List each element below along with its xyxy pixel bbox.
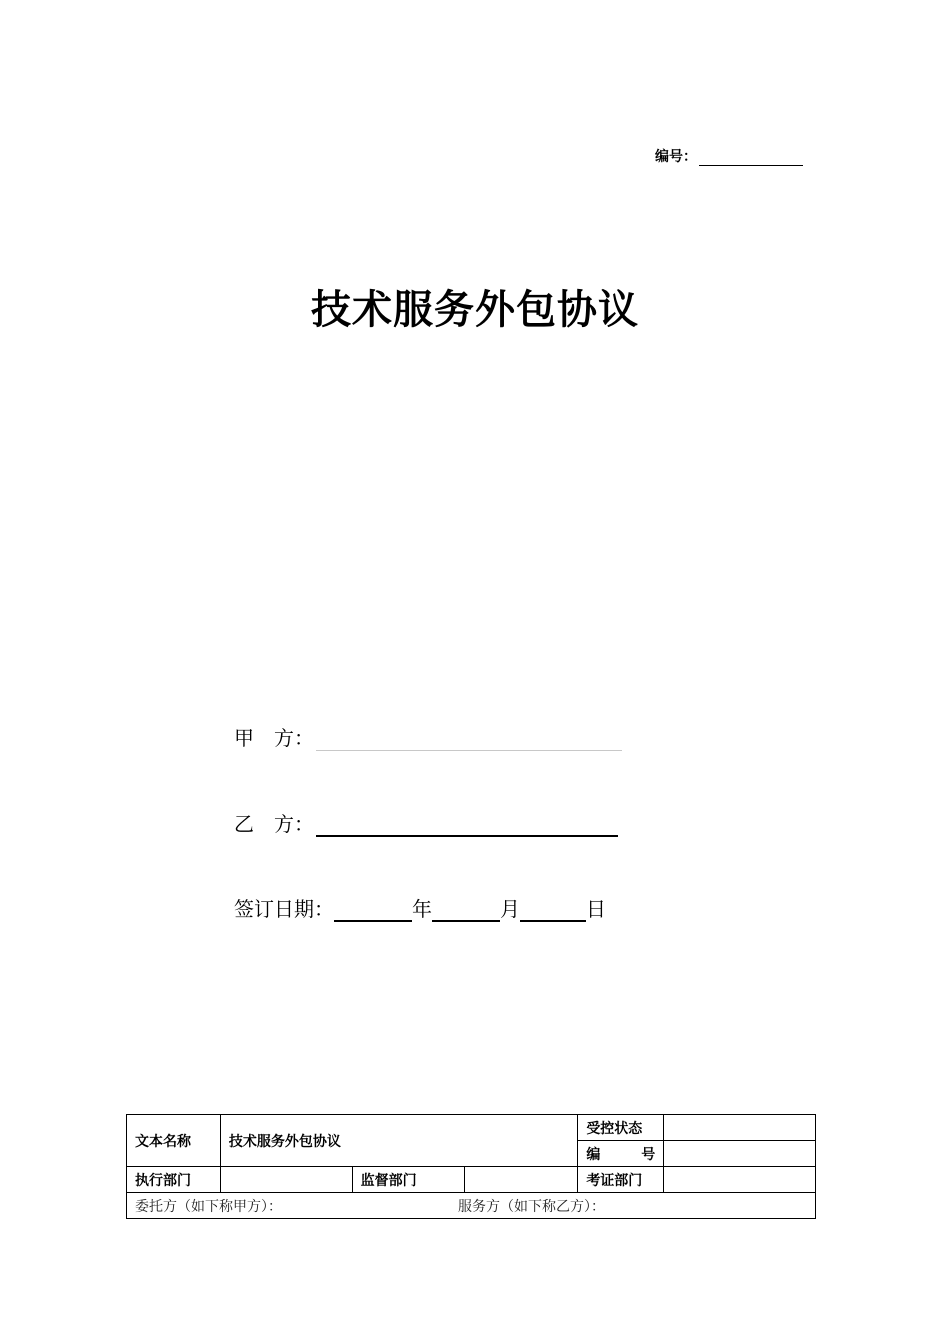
signing-date-row xyxy=(234,893,606,922)
year-label: 年 xyxy=(412,897,432,921)
cert-dept-value-cell[interactable] xyxy=(664,1167,816,1193)
document-control-table xyxy=(126,1114,816,1219)
party-a-label: 甲 方： xyxy=(234,726,314,750)
exec-dept-value-cell[interactable] xyxy=(220,1167,352,1193)
table-row xyxy=(127,1115,816,1141)
serial-number xyxy=(655,146,803,166)
doc-name-label: 文本名称 xyxy=(135,1133,191,1150)
month-blank[interactable] xyxy=(432,900,500,922)
party-b-row xyxy=(234,808,618,837)
signing-date-label: 签订日期： xyxy=(234,897,334,921)
exec-dept-label-cell xyxy=(127,1167,221,1193)
control-status-value-cell[interactable] xyxy=(664,1115,816,1141)
number-value-cell[interactable] xyxy=(664,1141,816,1167)
serial-label: 编号： xyxy=(655,149,697,165)
doc-name-value-cell xyxy=(220,1115,577,1167)
supervise-dept-label: 监督部门 xyxy=(360,1172,417,1189)
number-label-b: 号 xyxy=(641,1146,656,1163)
document-title: 技术服务外包协议 xyxy=(311,287,639,333)
doc-name-label-cell xyxy=(127,1115,221,1167)
number-label-a: 编 xyxy=(586,1146,601,1163)
supervise-dept-label-cell xyxy=(352,1167,464,1193)
day-blank[interactable] xyxy=(520,900,586,922)
provider-label: 服务方（如下称乙方）： xyxy=(458,1198,605,1215)
day-label: 日 xyxy=(586,897,606,921)
supervise-dept-value-cell[interactable] xyxy=(464,1167,578,1193)
table-row xyxy=(127,1167,816,1193)
parties-cell xyxy=(127,1193,816,1219)
cert-dept-label-cell xyxy=(578,1167,664,1193)
client-label: 委托方（如下称甲方）： xyxy=(135,1198,282,1215)
party-a-blank[interactable] xyxy=(316,730,622,751)
party-b-blank[interactable] xyxy=(316,815,618,837)
exec-dept-label: 执行部门 xyxy=(135,1172,191,1189)
month-label: 月 xyxy=(500,897,520,921)
doc-name-value: 技术服务外包协议 xyxy=(228,1133,341,1150)
number-label-cell xyxy=(578,1141,664,1167)
table-row xyxy=(127,1193,816,1219)
year-blank[interactable] xyxy=(334,900,412,922)
serial-blank[interactable] xyxy=(699,151,803,166)
party-a-row xyxy=(234,722,622,751)
control-status-label: 受控状态 xyxy=(586,1120,643,1137)
cert-dept-label: 考证部门 xyxy=(586,1172,643,1189)
party-b-label: 乙 方： xyxy=(234,812,314,836)
control-status-label-cell xyxy=(578,1115,664,1141)
